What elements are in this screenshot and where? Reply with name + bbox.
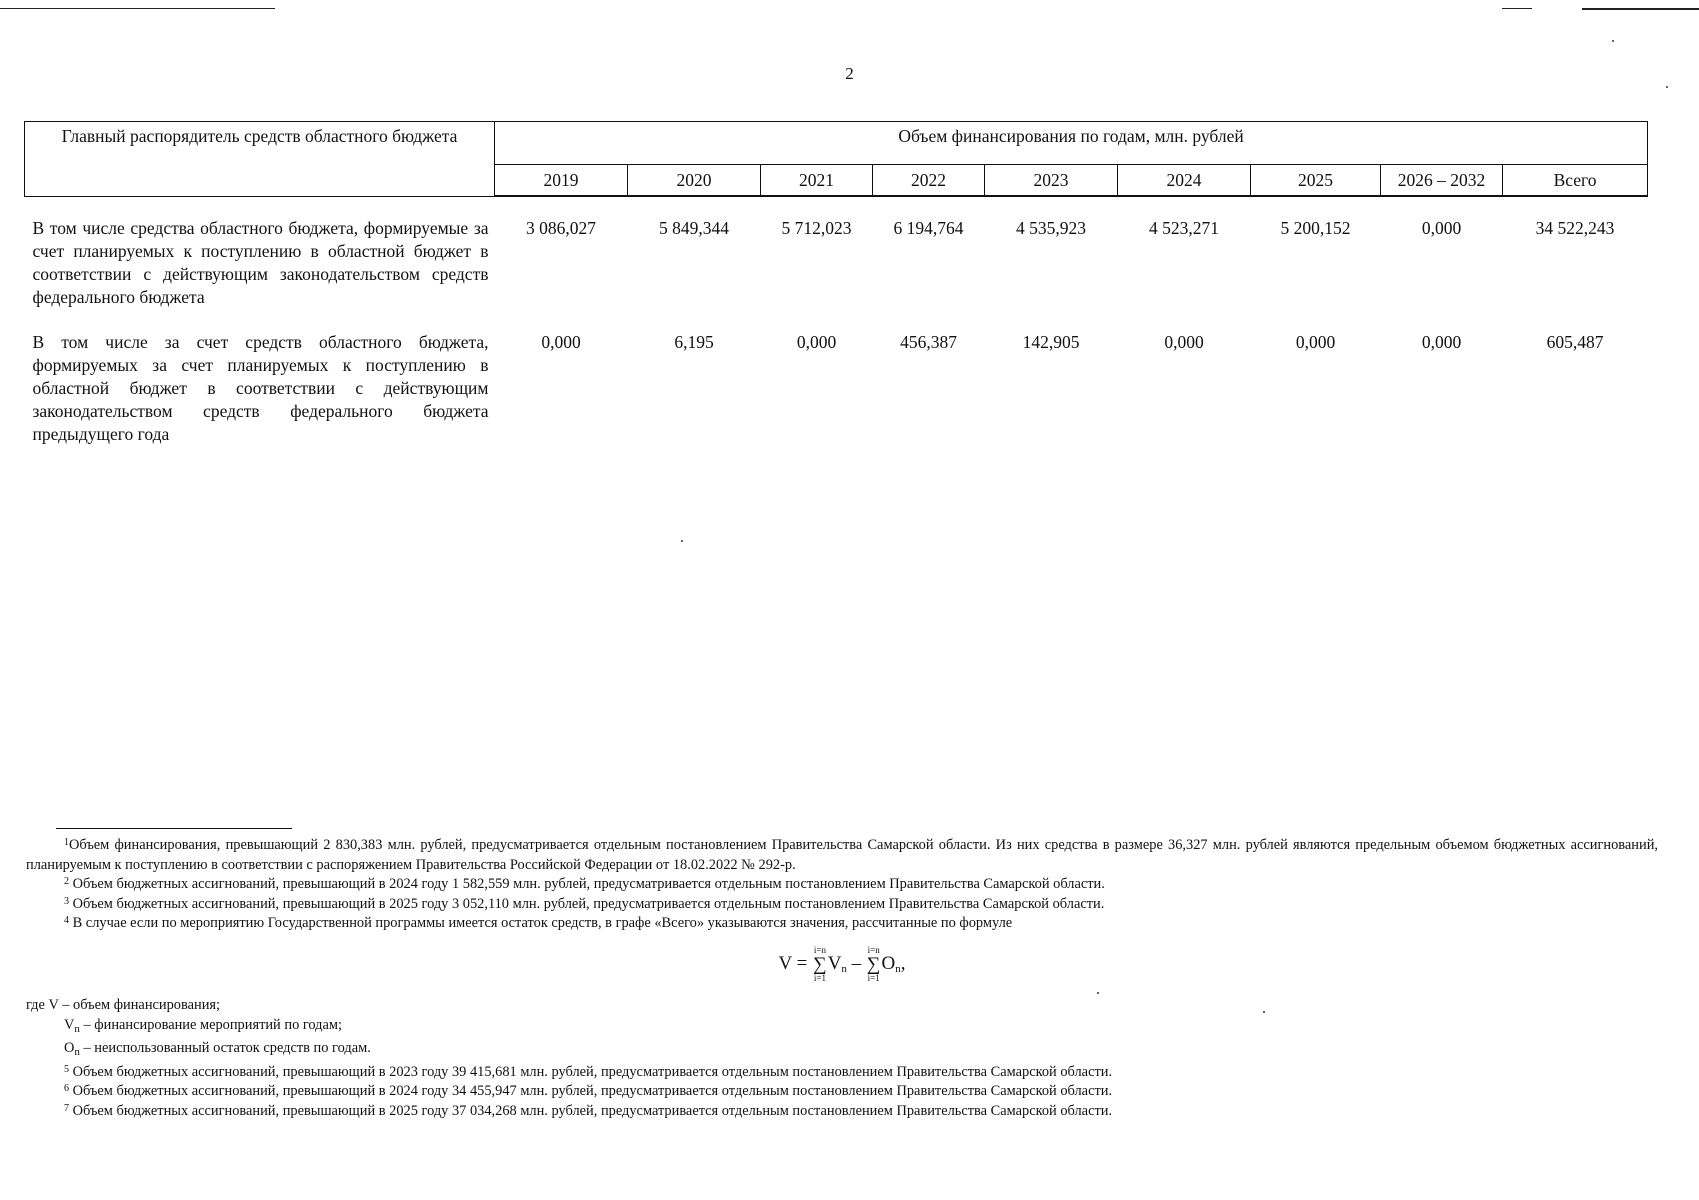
table-cell-value: 6 194,764 bbox=[893, 218, 964, 238]
formula-term-o-subscript: n bbox=[895, 962, 901, 975]
footnote-2 bbox=[26, 875, 1658, 895]
formula bbox=[26, 946, 1658, 983]
footnote-mark: 4 bbox=[64, 915, 69, 927]
footnote-7 bbox=[26, 1102, 1658, 1122]
page-number: 2 bbox=[845, 64, 854, 83]
formula-where-intro: где V – объем финансирования; bbox=[26, 996, 221, 1013]
footnote-mark: 1 bbox=[64, 837, 69, 848]
footnote-mark: 6 bbox=[64, 1083, 69, 1095]
scan-edge-line-right-short bbox=[1502, 8, 1532, 9]
financing-table bbox=[24, 121, 1648, 446]
sum-lower-limit: i=1 bbox=[813, 972, 826, 983]
sum-upper-limit: i=n bbox=[867, 944, 880, 955]
footnote-mark: 2 bbox=[64, 876, 69, 888]
total-column-header: Всего bbox=[1503, 165, 1648, 197]
formula-term-v: V bbox=[827, 952, 842, 974]
formula-where-on bbox=[26, 1039, 1658, 1063]
table-cell-total: 605,487 bbox=[1546, 331, 1604, 352]
table-cell-value: 3 086,027 bbox=[526, 218, 596, 238]
table-row bbox=[25, 309, 1648, 446]
sum-symbol bbox=[813, 946, 827, 983]
table-cell-value: 5 712,023 bbox=[781, 218, 852, 238]
table-cell-value: 456,387 bbox=[900, 331, 957, 352]
formula-row bbox=[26, 934, 1658, 996]
on-subscript: n bbox=[74, 1046, 80, 1059]
year-column-header: 2024 bbox=[1118, 165, 1251, 197]
table-cell-value: 4 535,923 bbox=[1016, 218, 1086, 238]
scan-speck bbox=[681, 540, 683, 542]
scan-edge-line-right bbox=[1582, 8, 1699, 10]
footnote-text: Объем бюджетных ассигнований, превышающий в 2025 году 3 052,110 млн. рублей, предусматривается отдельным постановлением Правительства Самарской области. bbox=[72, 895, 1105, 912]
footnote-separator bbox=[56, 828, 292, 829]
row-description: В том числе средства областного бюджета, формируемые за счет планируемых к поступлению в областной бюджет в соответствии с действующим законодательством средств федерального бюджета bbox=[32, 217, 489, 307]
year-column-header: 2021 bbox=[761, 165, 873, 197]
scan-speck bbox=[1612, 40, 1614, 42]
sum-upper-limit: i=n bbox=[813, 944, 826, 955]
formula-where-vn bbox=[26, 1016, 1658, 1040]
footnote-1 bbox=[26, 836, 1658, 875]
footnote-3 bbox=[26, 895, 1658, 915]
table-cell-total: 34 522,243 bbox=[1535, 218, 1615, 238]
year-column-header: 2025 bbox=[1251, 165, 1381, 197]
year-column-header: 2020 bbox=[628, 165, 761, 197]
sum-symbol bbox=[867, 946, 881, 983]
table-cell-value: 5 200,152 bbox=[1280, 218, 1351, 238]
owner-column-header: Главный распорядитель средств областного бюджета bbox=[25, 122, 495, 197]
scan-speck bbox=[1666, 86, 1668, 88]
table-cell-value: 6,195 bbox=[674, 331, 714, 352]
vn-subscript: n bbox=[74, 1022, 80, 1035]
sigma-glyph: ∑ bbox=[813, 953, 827, 975]
table-row bbox=[25, 196, 1648, 309]
table-cell-value: 0,000 bbox=[541, 331, 581, 352]
year-range-column-header: 2026 – 2032 bbox=[1381, 165, 1503, 197]
footnote-mark: 3 bbox=[64, 895, 69, 907]
footnote-text: Объем бюджетных ассигнований, превышающий в 2024 году 1 582,559 млн. рублей, предусматривается отдельным постановлением Правительства Самарской области. bbox=[72, 876, 1105, 893]
vn-text: – финансирование мероприятий по годам; bbox=[79, 1016, 342, 1033]
footnotes bbox=[26, 836, 1658, 1122]
table-cell-value: 0,000 bbox=[1421, 331, 1462, 352]
scan-edge-line-left bbox=[0, 8, 275, 9]
footnote-mark: 5 bbox=[64, 1063, 69, 1075]
footnote-6 bbox=[26, 1082, 1658, 1102]
footnote-text: Объем бюджетных ассигнований, превышающий в 2025 году 37 034,268 млн. рублей, предусматривается отдельным постановлением Правительства Самарской области. bbox=[72, 1102, 1113, 1119]
table-cell-value: 142,905 bbox=[1022, 331, 1080, 352]
table-cell-value: 0,000 bbox=[1295, 331, 1336, 352]
on-text: – неиспользованный остаток средств по годам. bbox=[79, 1040, 371, 1057]
footnote-text: Объем бюджетных ассигнований, превышающий в 2023 году 39 415,681 млн. рублей, предусматривается отдельным постановлением Правительства Самарской области. bbox=[72, 1063, 1113, 1080]
vn-symbol: V bbox=[64, 1016, 75, 1033]
formula-minus: – bbox=[851, 952, 862, 974]
table-cell-value: 0,000 bbox=[1421, 218, 1462, 238]
table-cell-value: 0,000 bbox=[1164, 331, 1204, 352]
footnote-4 bbox=[26, 914, 1658, 934]
formula-lhs: V = bbox=[778, 952, 808, 974]
formula-tail: , bbox=[900, 952, 906, 974]
formula-term-v-subscript: n bbox=[841, 962, 847, 975]
row-description: В том числе за счет средств областного бюджета, формируемых за счет планируемых к поступлению в областной бюджет в соответствии с действующим законодательством средств федерального бюджета предыдущего года bbox=[32, 331, 489, 444]
table-cell-value: 0,000 bbox=[796, 331, 837, 352]
year-column-header: 2019 bbox=[495, 165, 628, 197]
sigma-glyph: ∑ bbox=[866, 953, 881, 975]
year-column-header: 2023 bbox=[985, 165, 1118, 197]
table-cell-value: 5 849,344 bbox=[659, 218, 729, 238]
footnote-5 bbox=[26, 1063, 1658, 1083]
footnote-text: Объем финансирования, превышающий 2 830,383 млн. рублей, предусматривается отдельным постановлением Правительства Самарской области. Из них средства в размере 36,327 млн. рублей являются предельным объемом бюджетных ассигнований, планируемым к поступлению в соответствии с распоряжением Правительства Российской Федерации от 18.02.2022 № 292-р. bbox=[26, 837, 1658, 873]
footnote-mark: 7 bbox=[64, 1102, 69, 1114]
table-cell-value: 4 523,271 bbox=[1149, 218, 1219, 238]
sum-lower-limit: i=1 bbox=[867, 972, 880, 983]
footnote-text: В случае если по мероприятию Государственной программы имеется остаток средств, в графе «Всего» указываются значения, рассчитанные по формуле bbox=[72, 915, 1013, 932]
year-column-header: 2022 bbox=[873, 165, 985, 197]
on-symbol: O bbox=[64, 1040, 75, 1057]
financing-group-header: Объем финансирования по годам, млн. рублей bbox=[495, 122, 1648, 165]
formula-term-o: O bbox=[881, 952, 896, 974]
footnote-text: Объем бюджетных ассигнований, превышающий в 2024 году 34 455,947 млн. рублей, предусматривается отдельным постановлением Правительства Самарской области. bbox=[72, 1083, 1113, 1100]
